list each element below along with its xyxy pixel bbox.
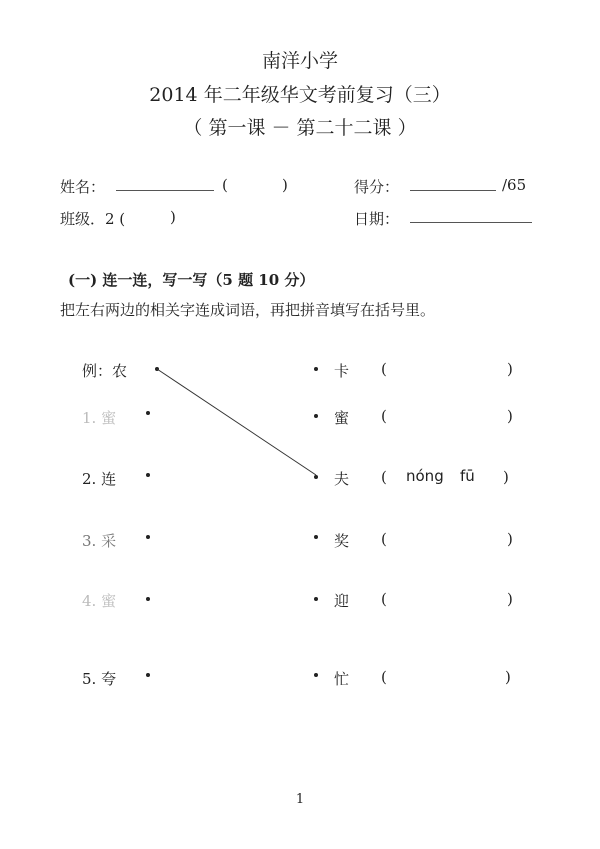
date-label: 日期： bbox=[354, 210, 400, 228]
right-dot-2[interactable] bbox=[314, 414, 318, 418]
pinyin-slot-close: ) bbox=[507, 407, 513, 425]
pinyin-slot-close: ) bbox=[505, 668, 511, 686]
left-item-4: 4. 蜜 bbox=[82, 592, 117, 610]
right-item-3: 夫 bbox=[334, 470, 350, 488]
section-instruction: 把左右两边的相关字连成词语，再把拼音填写在括号里。 bbox=[60, 301, 436, 319]
page-title: 2014 年二年级华文考前复习（三） bbox=[149, 84, 451, 106]
class-label: 班级．2 ( bbox=[60, 210, 126, 228]
pinyin-slot-close: ) bbox=[503, 468, 509, 486]
left-item-2: 2. 连 bbox=[82, 470, 117, 488]
right-item-2: 蜜 bbox=[334, 409, 350, 427]
right-item-1: 卡 bbox=[334, 362, 350, 380]
name-label: 姓名： bbox=[60, 178, 106, 196]
left-item-5: 5. 夸 bbox=[82, 670, 117, 688]
score-total: /65 bbox=[502, 176, 527, 194]
pinyin-slot-open: ( bbox=[381, 590, 387, 608]
right-dot-4[interactable] bbox=[314, 535, 318, 539]
score-label: 得分： bbox=[354, 178, 400, 196]
lesson-range: （ 第一课 － 第二十二课 ） bbox=[183, 117, 417, 139]
right-dot-3[interactable] bbox=[314, 475, 318, 479]
pinyin-slot-open: ( bbox=[381, 668, 387, 686]
right-dot-5[interactable] bbox=[314, 597, 318, 601]
example-pinyin-1: nóng bbox=[406, 467, 444, 485]
right-item-6: 忙 bbox=[334, 670, 350, 688]
pinyin-slot-open: ( bbox=[381, 468, 387, 486]
pinyin-slot-open: ( bbox=[381, 360, 387, 378]
pinyin-slot-close: ) bbox=[507, 590, 513, 608]
page-number: 1 bbox=[295, 792, 305, 807]
left-item-1: 1. 蜜 bbox=[82, 409, 117, 427]
pinyin-slot-close: ) bbox=[507, 530, 513, 548]
name-paren-close: ) bbox=[282, 176, 288, 194]
right-item-5: 迎 bbox=[334, 592, 350, 610]
left-item-3: 3. 采 bbox=[82, 532, 117, 550]
class-paren-close: ) bbox=[170, 208, 176, 226]
example-pinyin-2: fū bbox=[460, 467, 475, 485]
pinyin-slot-open: ( bbox=[381, 530, 387, 548]
pinyin-slot-open: ( bbox=[381, 407, 387, 425]
right-item-4: 奖 bbox=[334, 532, 350, 550]
left-item-example: 例：农 bbox=[82, 362, 128, 380]
school-name: 南洋小学 bbox=[261, 50, 338, 72]
pinyin-slot-close: ) bbox=[507, 360, 513, 378]
right-dot-6[interactable] bbox=[314, 673, 318, 677]
section-heading: (一) 连一连，写一写（5 题 10 分） bbox=[68, 271, 315, 289]
right-dot-1[interactable] bbox=[314, 367, 318, 371]
name-paren-open: ( bbox=[222, 176, 228, 194]
